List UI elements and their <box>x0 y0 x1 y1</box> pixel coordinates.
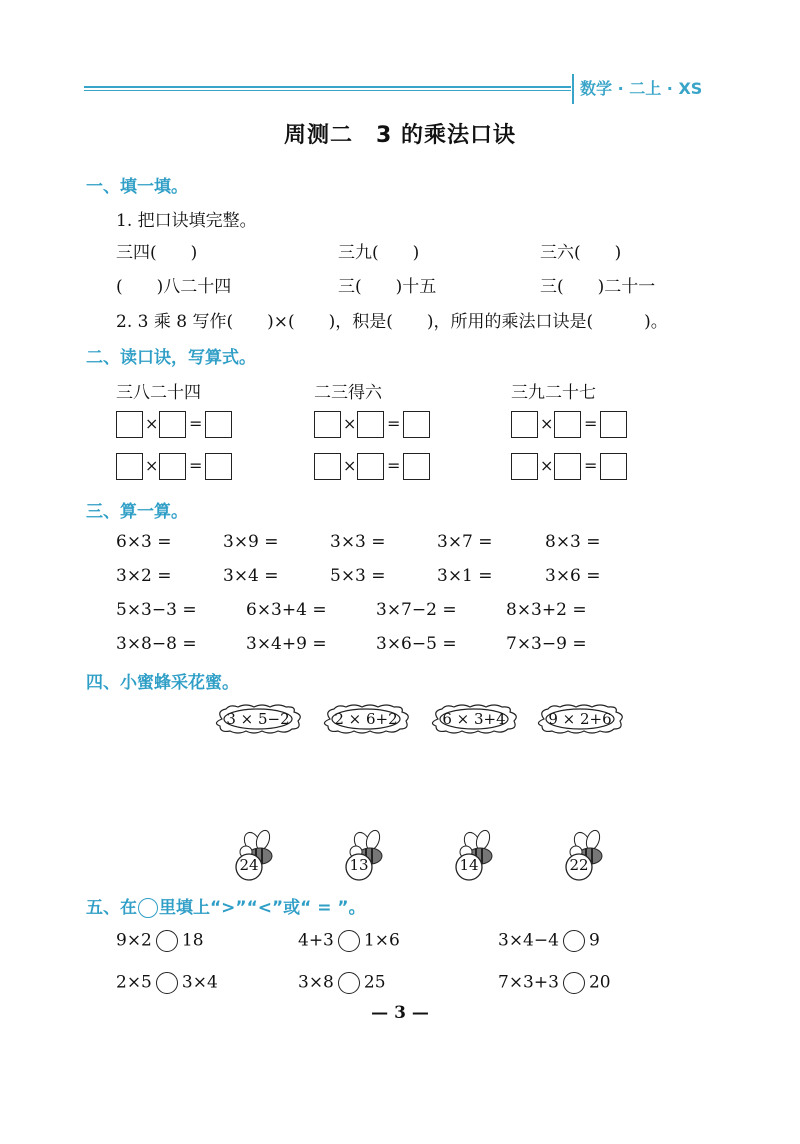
compare-item <box>498 930 600 952</box>
times-sign: × <box>540 456 554 475</box>
compare-item <box>116 930 204 952</box>
answer-box[interactable] <box>357 411 384 438</box>
calc-item: 3×6 = <box>545 566 601 586</box>
flower-expression <box>428 703 520 735</box>
answer-circle[interactable] <box>563 930 585 952</box>
header-rule-thin <box>84 90 571 91</box>
answer-circle[interactable] <box>156 930 178 952</box>
calc-item: 3×2 = <box>116 566 172 586</box>
answer-box[interactable] <box>314 411 341 438</box>
bee-with-number <box>450 826 502 886</box>
answer-box[interactable] <box>600 453 627 480</box>
bee-with-number <box>560 826 612 886</box>
rhyme-label-1: 三八二十四 <box>116 383 201 403</box>
compare-left: 4+3 <box>298 930 334 951</box>
answer-box[interactable] <box>403 453 430 480</box>
question-2-text: 2. 3 乘 8 写作( )×( )，积是( )，所用的乘法口诀是( )。 <box>116 312 668 332</box>
calc-item: 3×4 = <box>223 566 279 586</box>
compare-right: 20 <box>588 972 611 993</box>
compare-item <box>298 972 386 994</box>
question-1-text: 1. 把口诀填完整。 <box>116 211 257 231</box>
answer-box[interactable] <box>357 453 384 480</box>
compare-item <box>298 930 400 952</box>
flower-expression <box>212 703 304 735</box>
rhyme-blank-3: 三六( ) <box>540 243 622 263</box>
section-1-title: 一、填一填。 <box>86 177 188 197</box>
equals-sign: = <box>584 456 598 475</box>
page-number: — 3 — <box>371 1003 429 1023</box>
equals-sign: = <box>387 456 401 475</box>
bee-number: 24 <box>239 856 259 874</box>
section-5-title-a: 五、在 <box>86 898 137 918</box>
section-3-title: 三、算一算。 <box>86 502 188 522</box>
rhyme-blank-4: ( )八二十四 <box>116 277 232 297</box>
bee-number: 22 <box>569 856 589 874</box>
compare-item <box>498 972 611 994</box>
calc-item: 6×3 = <box>116 532 172 552</box>
answer-box[interactable] <box>159 453 186 480</box>
rhyme-blank-2: 三九( ) <box>338 243 420 263</box>
calc-item: 3×9 = <box>223 532 279 552</box>
equals-sign: = <box>387 414 401 433</box>
calc-item: 5×3 = <box>330 566 386 586</box>
calc-item: 3×8−8 = <box>116 634 197 654</box>
answer-box[interactable] <box>554 411 581 438</box>
answer-box[interactable] <box>159 411 186 438</box>
answer-box[interactable] <box>511 453 538 480</box>
header-rule <box>84 86 571 88</box>
times-sign: × <box>540 414 554 433</box>
calc-item: 3×7 = <box>437 532 493 552</box>
answer-circle[interactable] <box>338 972 360 994</box>
flower-label: 9 × 2+6 <box>548 710 612 728</box>
equals-sign: = <box>584 414 598 433</box>
answer-box[interactable] <box>554 453 581 480</box>
compare-right: 25 <box>363 972 386 993</box>
flower-label: 2 × 6+2 <box>334 710 398 728</box>
calc-item: 3×1 = <box>437 566 493 586</box>
rhyme-blank-1: 三四( ) <box>116 243 198 263</box>
header-subject-tag: 数学 · 二上 · XS <box>572 74 702 104</box>
calc-item: 5×3−3 = <box>116 600 197 620</box>
times-sign: × <box>343 456 357 475</box>
equals-sign: = <box>189 456 203 475</box>
calc-item: 3×3 = <box>330 532 386 552</box>
section-5-title-b: 里填上“>”“<”或“ = ”。 <box>159 898 366 918</box>
section-4-title: 四、小蜜蜂采花蜜。 <box>86 673 239 693</box>
flower-label: 6 × 3+4 <box>442 710 506 728</box>
section-5-title <box>86 893 366 918</box>
answer-box[interactable] <box>403 411 430 438</box>
section-2-title: 二、读口诀，写算式。 <box>86 348 256 368</box>
compare-left: 9×2 <box>116 930 152 951</box>
page-title: 周测二 3 的乘法口诀 <box>284 123 516 148</box>
flower-expression <box>534 703 626 735</box>
equals-sign: = <box>189 414 203 433</box>
rhyme-label-3: 三九二十七 <box>511 383 596 403</box>
answer-box[interactable] <box>116 453 143 480</box>
compare-right: 9 <box>588 930 600 951</box>
answer-circle[interactable] <box>156 972 178 994</box>
compare-right: 1×6 <box>363 930 400 951</box>
blank-circle-icon <box>138 898 158 918</box>
bee-number: 13 <box>349 856 369 874</box>
answer-box[interactable] <box>116 411 143 438</box>
rhyme-label-2: 二三得六 <box>314 383 382 403</box>
times-sign: × <box>145 414 159 433</box>
calc-item: 6×3+4 = <box>246 600 327 620</box>
compare-left: 3×8 <box>298 972 334 993</box>
compare-left: 7×3+3 <box>498 972 559 993</box>
answer-box[interactable] <box>511 411 538 438</box>
compare-left: 2×5 <box>116 972 152 993</box>
rhyme-blank-5: 三( )十五 <box>338 277 437 297</box>
calc-item: 7×3−9 = <box>506 634 587 654</box>
compare-right: 18 <box>181 930 204 951</box>
answer-box[interactable] <box>314 453 341 480</box>
compare-right: 3×4 <box>181 972 218 993</box>
answer-box[interactable] <box>600 411 627 438</box>
calc-item: 3×4+9 = <box>246 634 327 654</box>
rhyme-blank-6: 三( )二十一 <box>540 277 656 297</box>
calc-item: 8×3 = <box>545 532 601 552</box>
calc-item: 3×6−5 = <box>376 634 457 654</box>
bee-with-number <box>230 826 282 886</box>
flower-label: 3 × 5−2 <box>226 710 290 728</box>
times-sign: × <box>145 456 159 475</box>
calc-item: 8×3+2 = <box>506 600 587 620</box>
compare-left: 3×4−4 <box>498 930 559 951</box>
answer-box[interactable] <box>205 453 232 480</box>
compare-item <box>116 972 218 994</box>
calc-item: 3×7−2 = <box>376 600 457 620</box>
bee-number: 14 <box>459 856 479 874</box>
bee-with-number <box>340 826 392 886</box>
answer-circle[interactable] <box>338 930 360 952</box>
answer-box[interactable] <box>205 411 232 438</box>
times-sign: × <box>343 414 357 433</box>
flower-expression <box>320 703 412 735</box>
answer-circle[interactable] <box>563 972 585 994</box>
